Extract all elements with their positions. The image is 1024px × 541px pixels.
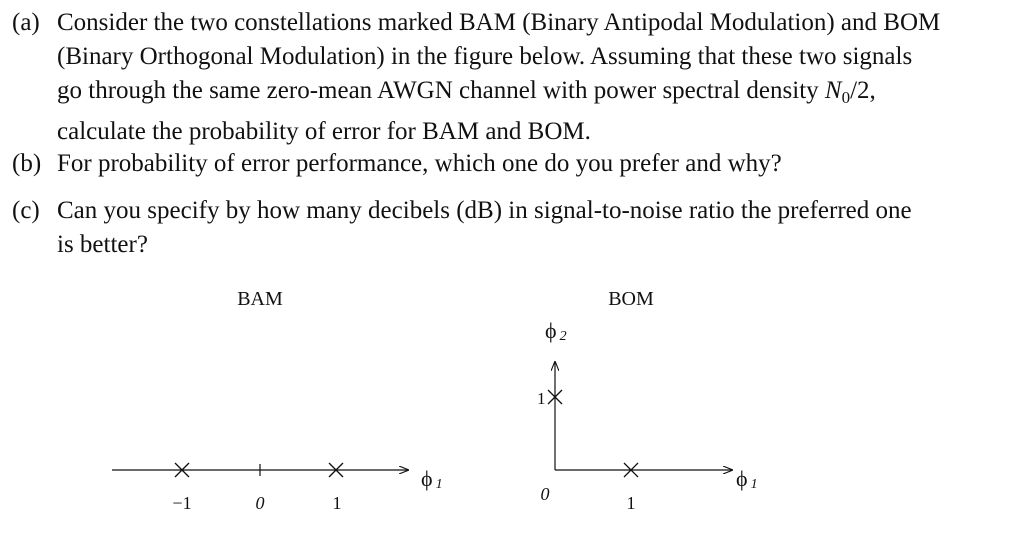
bom-title: BOM [608,288,654,310]
bam-tick-minus-1: −1 [172,493,192,513]
bom-y-tick-1: 1 [537,389,546,408]
bom-constellation [537,288,758,513]
bam-tick-1: 1 [332,493,342,513]
bom-origin-label: 0 [540,484,550,504]
problem-a-label: (a) [12,9,40,36]
problem-c-line-2: is better? [57,231,148,258]
constellation-figure [0,280,1024,541]
problem-b-line-1: For probability of error performance, which one do you prefer and why? [57,150,782,177]
psd-tail: /2, [850,77,876,104]
problem-c-label: (c) [12,197,40,224]
psd-subscript: 0 [841,88,851,107]
bam-tick-0: 0 [255,493,265,513]
bam-title: BAM [237,288,283,310]
bom-x-tick-1: 1 [626,493,636,513]
bam-phi1-label: ϕ 1 [421,466,443,492]
problem-b-text [57,147,782,181]
problem-a-line-4: calculate the probability of error for BAM and BOM. [57,118,591,145]
psd-symbol: N [824,77,842,104]
bam-constellation [112,288,443,513]
problem-a-line-2: (Binary Orthogonal Modulation) in the figure below. Assuming that these two signals [57,43,913,70]
problem-a-line-1: Consider the two constellations marked BAM (Binary Antipodal Modulation) and BOM [57,9,941,36]
problem-c-line-1: Can you specify by how many decibels (dB) in signal-to-noise ratio the preferred one [57,197,912,224]
problem-a-line-3 [57,74,940,115]
bom-phi1-label: ϕ 1 [736,466,758,492]
problem-a-line-3-text: go through the same zero-mean AWGN channel with power spectral density [57,77,825,104]
bom-phi2-label: ϕ 2 [545,318,567,344]
problem-c-text [57,194,912,262]
problem-b-label: (b) [12,150,42,177]
problem-a-text [57,6,940,149]
